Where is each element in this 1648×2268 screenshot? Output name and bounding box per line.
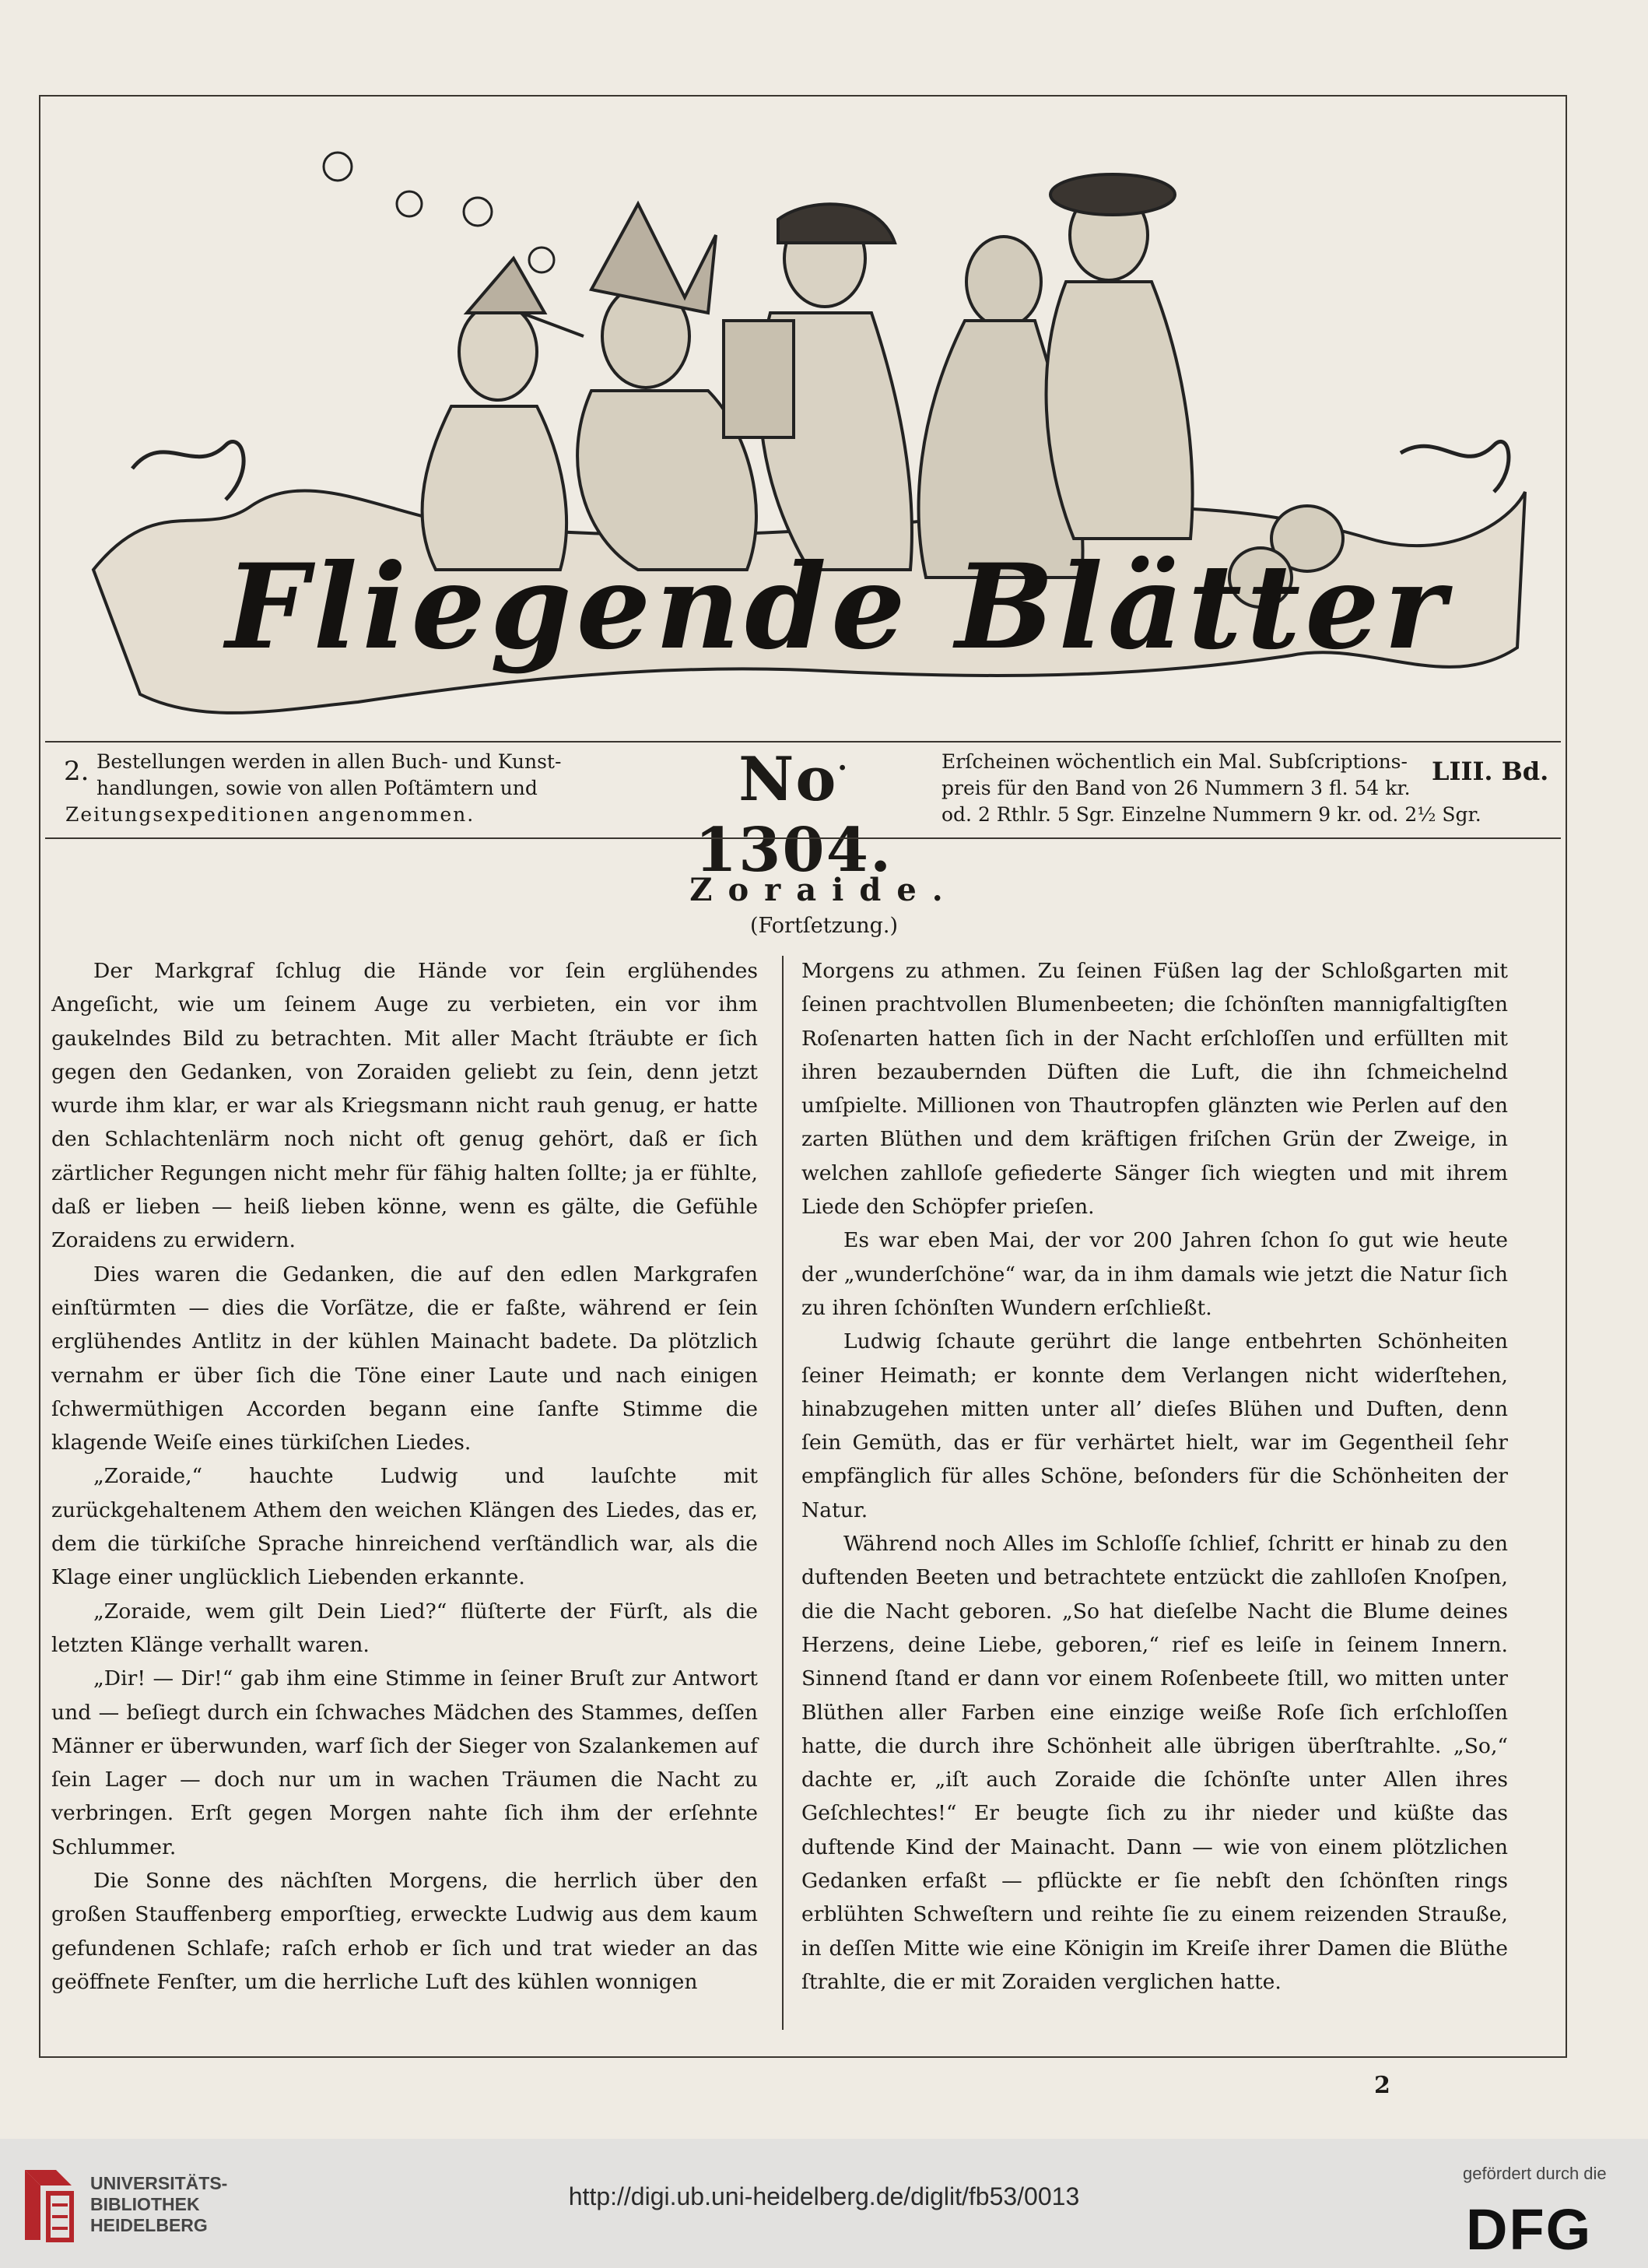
- masthead-illustration-icon: [47, 103, 1556, 741]
- number-label: No: [738, 744, 838, 815]
- number-value: 1304.: [694, 815, 893, 886]
- order-info-line2: handlungen, sowie von allen Poſtämtern und: [96, 777, 538, 799]
- order-info-line3: Zeitungsexpeditionen angenommen.: [65, 803, 475, 826]
- issue-prefix: 2.: [64, 756, 89, 787]
- sponsor-label: gefördert durch die: [1463, 2164, 1607, 2183]
- text-column-left: [51, 954, 758, 1999]
- masthead-title: Fliegende Blätter: [226, 539, 1450, 676]
- publish-info-line3: od. 2 Rthlr. 5 Sgr. Einzelne Nummern 9 kr. od. 2½ Sgr.: [941, 803, 1481, 826]
- order-info: [65, 749, 657, 802]
- issue-number: [654, 744, 934, 886]
- paragraph: Morgens zu athmen. Zu ſeinen Füßen lag der Schloßgarten mit ſeinen prachtvollen Blumenbeeten; die ſchönſten mannigfaltigſten Roſenarten hatten ſich in der Nacht erſchloſſen und erfüllten mit ihren bezaubernden Düften die Luft, die ihn ſchmeichelnd umſpielte. Millionen von Thautropfen glänzten wie Perlen auf den zarten Blüthen und dem kräftigen friſchen Grün der Zweige, in welchen zahlloſe gefiederte Sänger ſich wiegten und mit ihrem Liede den Schöpfer prieſen.: [801, 959, 1508, 1220]
- publish-info: [941, 749, 1439, 802]
- column-divider: [782, 956, 784, 2030]
- volume-label: LIII. Bd.: [1432, 757, 1549, 786]
- publish-info-line1: Erſcheinen wöchentlich ein Mal. Subſcriptions-: [941, 750, 1408, 773]
- paragraph: Die Sonne des nächſten Morgens, die herrlich über den großen Stauffenberg emporſtieg, erweckte Ludwig aus dem kaum gefundenen Schlafe; raſch erhob er ſich und trat wieder an das geöffnete Fenſter, um die herrliche Luft des kühlen wonnigen: [51, 1869, 758, 1994]
- library-name-line3: HEIDELBERG: [90, 2215, 208, 2235]
- order-info-line1: Bestellungen werden in allen Buch- und Kunst-: [96, 750, 562, 773]
- paragraph: Während noch Alles im Schloſſe ſchlief, ſchritt er hinab zu den duftenden Beeten und betrachtete entzückt die zahlloſen Knoſpen, die die Nacht geboren. „So hat dieſelbe Nacht die Blume deines Herzens, deine Liebe, geboren,“ rief es leiſe in ſeinem Innern. Sinnend ſtand er dann vor einem Roſenbeete ſtill, wo mitten unter Blüthen aller Farben eine einzige weiße Roſe ſich erſchloſſen hatte, die durch ihre Schönheit alle übrigen überſtrahlte. „So,“ dachte er, „iſt auch Zoraide die ſchönſte unter Allen ihres Geſchlechtes!“ Er beugte ſich zu ihr nieder und küßte das duftende Kind der Mainacht. Dann — wie von einem plötzlichen Gedanken erfaßt — pflückte er ſie nebſt den ſchönſten rings erblühten Schweſtern und reihte ſie zu einem reizenden Strauße, in deſſen Mitte wie eine Königin im Kreiſe ihrer Damen die Blüthe ſtrahlte, die er mit Zoraiden verglichen hatte.: [801, 1532, 1508, 1994]
- story-subtitle: (Fortſetzung.): [749, 914, 899, 938]
- paragraph: „Dir! — Dir!“ gab ihm eine Stimme in ſeiner Bruſt zur Antwort und — beſiegt durch ein ſchwaches Mädchen des Stammes, deſſen Männer er überwunden, warf ſich der Sieger von Szalankemen auf ſein Lager — doch nur um in wachen Träumen die Nacht zu verbringen. Erſt gegen Morgen nahte ſich ihm der erſehnte Schlummer.: [51, 1666, 758, 1859]
- story-title: Zoraide.: [689, 872, 959, 908]
- paragraph: „Zoraide, wem gilt Dein Lied?“ flüſterte der Fürſt, als die letzten Klänge verhallt waren.: [51, 1599, 758, 1657]
- paragraph: „Zoraide,“ hauchte Ludwig und lauſchte mit zurückgehaltenem Athem den weichen Klängen des Liedes, das er, dem die türkiſche Sprache hinreichend verſtändlich war, als die Klage einer unglücklich Liebenden erkannte.: [51, 1464, 758, 1590]
- publish-info-line2: preis für den Band von 26 Nummern 3 fl. 54 kr.: [941, 777, 1411, 799]
- source-url-link[interactable]: http://digi.ub.uni-heidelberg.de/diglit/fb53/0013: [568, 2182, 1080, 2210]
- number-label-suffix: .: [837, 744, 849, 777]
- paragraph: Es war eben Mai, der vor 200 Jahren ſchon ſo gut wie heute der „wunderſchöne“ war, da in ihm damals wie jetzt die Natur ſich zu ihren ſchönſten Wundern erſchließt.: [801, 1228, 1508, 1320]
- dfg-logo: DFG: [1466, 2197, 1593, 2262]
- paragraph: Der Markgraf ſchlug die Hände vor ſein erglühendes Angeſicht, wie um ſeinem Auge zu verbieten, ein vor ihm gaukelndes Bild zu betrachten. Mit aller Macht ſträubte er ſich gegen den Gedanken, von Zoraiden geliebt zu ſein, denn jetzt wurde ihm klar, er war als Kriegsmann nicht rauh genug, er hatte den Schlachtenlärm noch nicht oft genug gehört, daß er ſich zärtlicher Regungen nicht mehr für fähig halten ſollte; ja er fühlte, daß er lieben — heiß lieben könne, wenn es gälte, die Gefühle Zoraidens zu erwidern.: [51, 959, 758, 1253]
- text-column-right: [801, 954, 1508, 1999]
- library-name-line1: UNIVERSITÄTS-: [90, 2173, 228, 2193]
- header-rule-top: [45, 741, 1561, 743]
- library-name-line2: BIBLIOTHEK: [90, 2194, 200, 2214]
- header-rule-bottom: [45, 837, 1561, 839]
- page-number: 2: [1374, 2072, 1390, 2099]
- paragraph: Ludwig ſchaute gerührt die lange entbehrten Schönheiten ſeiner Heimath; er konnte dem Verlangen nicht widerſtehen, hinabzugehen mitten unter all’ dieſes Blühen und Duften, denn ſein Gemüth, das er für verhärtet hielt, war im Gegentheil ſehr empfänglich für alles Schöne, beſonders für die Schönheiten der Natur.: [801, 1329, 1508, 1522]
- paragraph: Dies waren die Gedanken, die auf den edlen Markgrafen einſtürmten — dies die Vorſätze, die er faßte, während er ſein erglühendes Antlitz in der kühlen Mainacht badete. Da plötzlich vernahm er über ſich die Töne einer Laute und nach einigen ſchwermüthigen Accorden begann eine ſanfte Stimme die klagende Weiſe eines türkiſchen Liedes.: [51, 1262, 758, 1455]
